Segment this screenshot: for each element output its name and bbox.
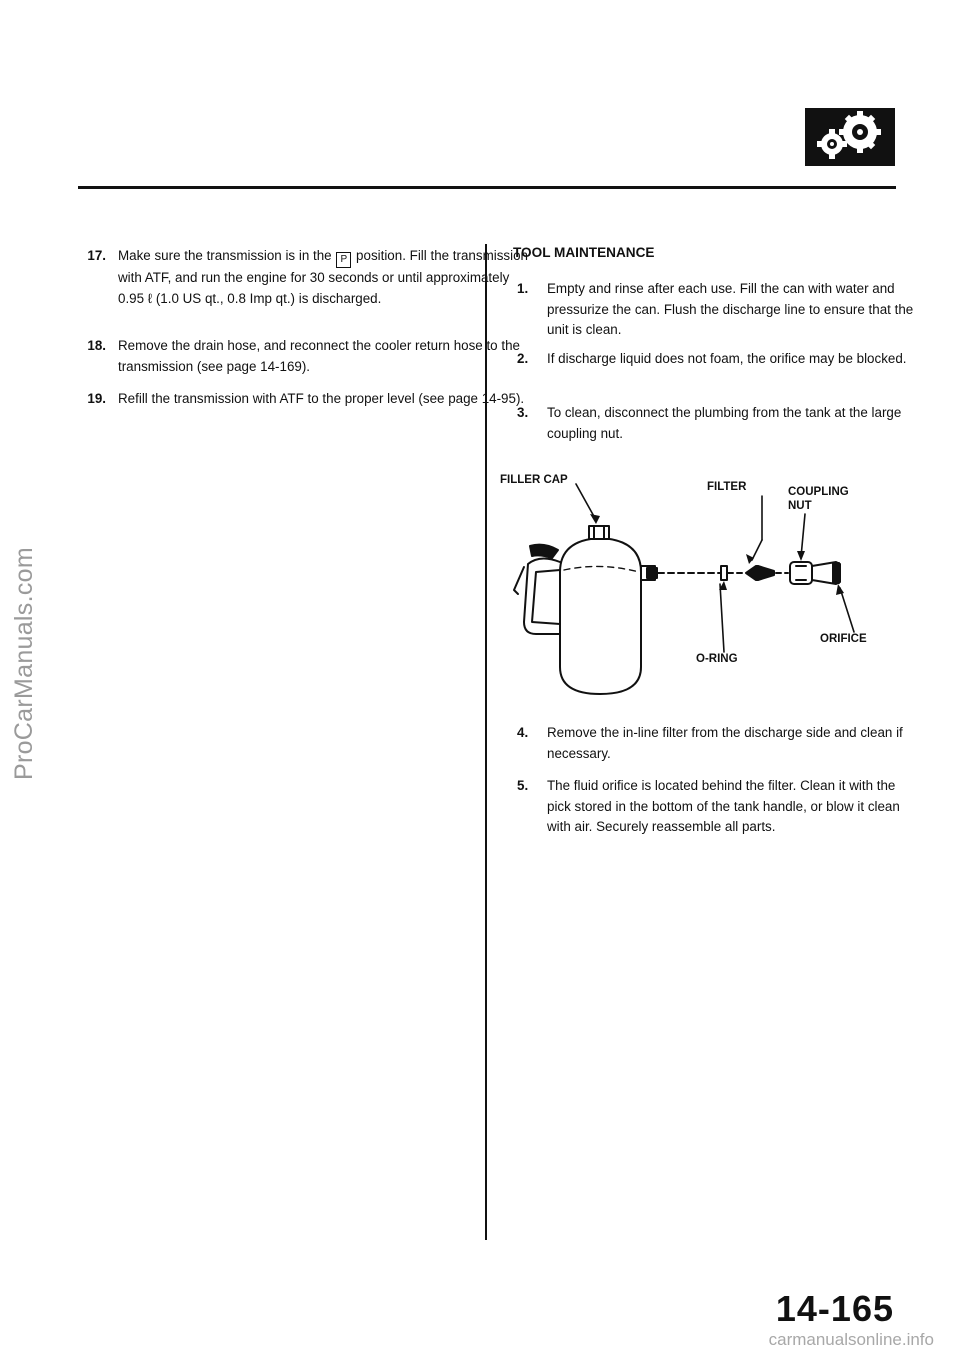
step-text: To clean, disconnect the plumbing from the tank at the large coupling nut.	[547, 405, 902, 441]
step-19	[78, 389, 538, 433]
page-number: 14-165	[775, 1288, 894, 1329]
label-o-ring: O-RING	[696, 653, 738, 665]
step-number: 3.	[517, 405, 529, 420]
header-rule	[78, 186, 896, 189]
step-5	[517, 776, 919, 860]
step-text: Make sure the transmission is in the P position. Fill the transmission with ATF, and run the engine for 30 seconds or until approximately 0.95 ℓ (1.0 US qt., 0.8 Imp qt.) is discharged.	[118, 248, 528, 306]
step-number: 18.	[87, 338, 106, 353]
step-text: Remove the drain hose, and reconnect the cooler return hose to the transmission (see page 14-169).	[118, 338, 520, 374]
footer-watermark: carmanualsonline.info	[768, 1330, 934, 1349]
step-text: Refill the transmission with ATF to the proper level (see page 14-95).	[118, 391, 525, 406]
step-1	[517, 279, 919, 343]
park-position-icon: P	[336, 252, 351, 268]
label-coupling-nut: COUPLING	[788, 486, 849, 498]
step-3	[517, 403, 919, 447]
label-coupling-nut-2: NUT	[788, 500, 812, 512]
step-number: 1.	[517, 281, 529, 296]
step-text: Remove the in-line filter from the discharge side and clean if necessary.	[547, 725, 903, 761]
step-text: The fluid orifice is located behind the filter. Clean it with the pick stored in the bottom of the tank handle, or blow it clean with air. Securely reassemble all parts.	[547, 778, 900, 834]
sprayer-tank-diagram	[500, 462, 900, 702]
tank-body	[560, 572, 641, 694]
step-text: If discharge liquid does not foam, the orifice may be blocked.	[547, 351, 907, 366]
step-number: 17.	[87, 248, 106, 263]
step-4	[517, 723, 919, 767]
step-17	[78, 246, 538, 330]
pressure-valve	[530, 545, 558, 558]
filler-cap-shape	[589, 526, 609, 539]
step-text: Empty and rinse after each use. Fill the can with water and pressurize the can. Flush the discharge line to ensure that the unit is clean.	[547, 281, 914, 337]
transmission-gears-icon	[805, 108, 895, 166]
step-number: 4.	[517, 725, 529, 740]
step-18	[78, 336, 538, 380]
step-number: 19.	[87, 391, 106, 406]
step-number: 2.	[517, 351, 529, 366]
section-heading: TOOL MAINTENANCE	[513, 245, 655, 260]
step-number: 5.	[517, 778, 529, 793]
watermark-text: ProCarManuals.com	[10, 547, 38, 780]
label-filter: FILTER	[707, 481, 747, 493]
label-filler-cap: FILLER CAP	[500, 474, 568, 486]
step-2	[517, 349, 919, 393]
label-orifice: ORIFICE	[820, 633, 867, 645]
